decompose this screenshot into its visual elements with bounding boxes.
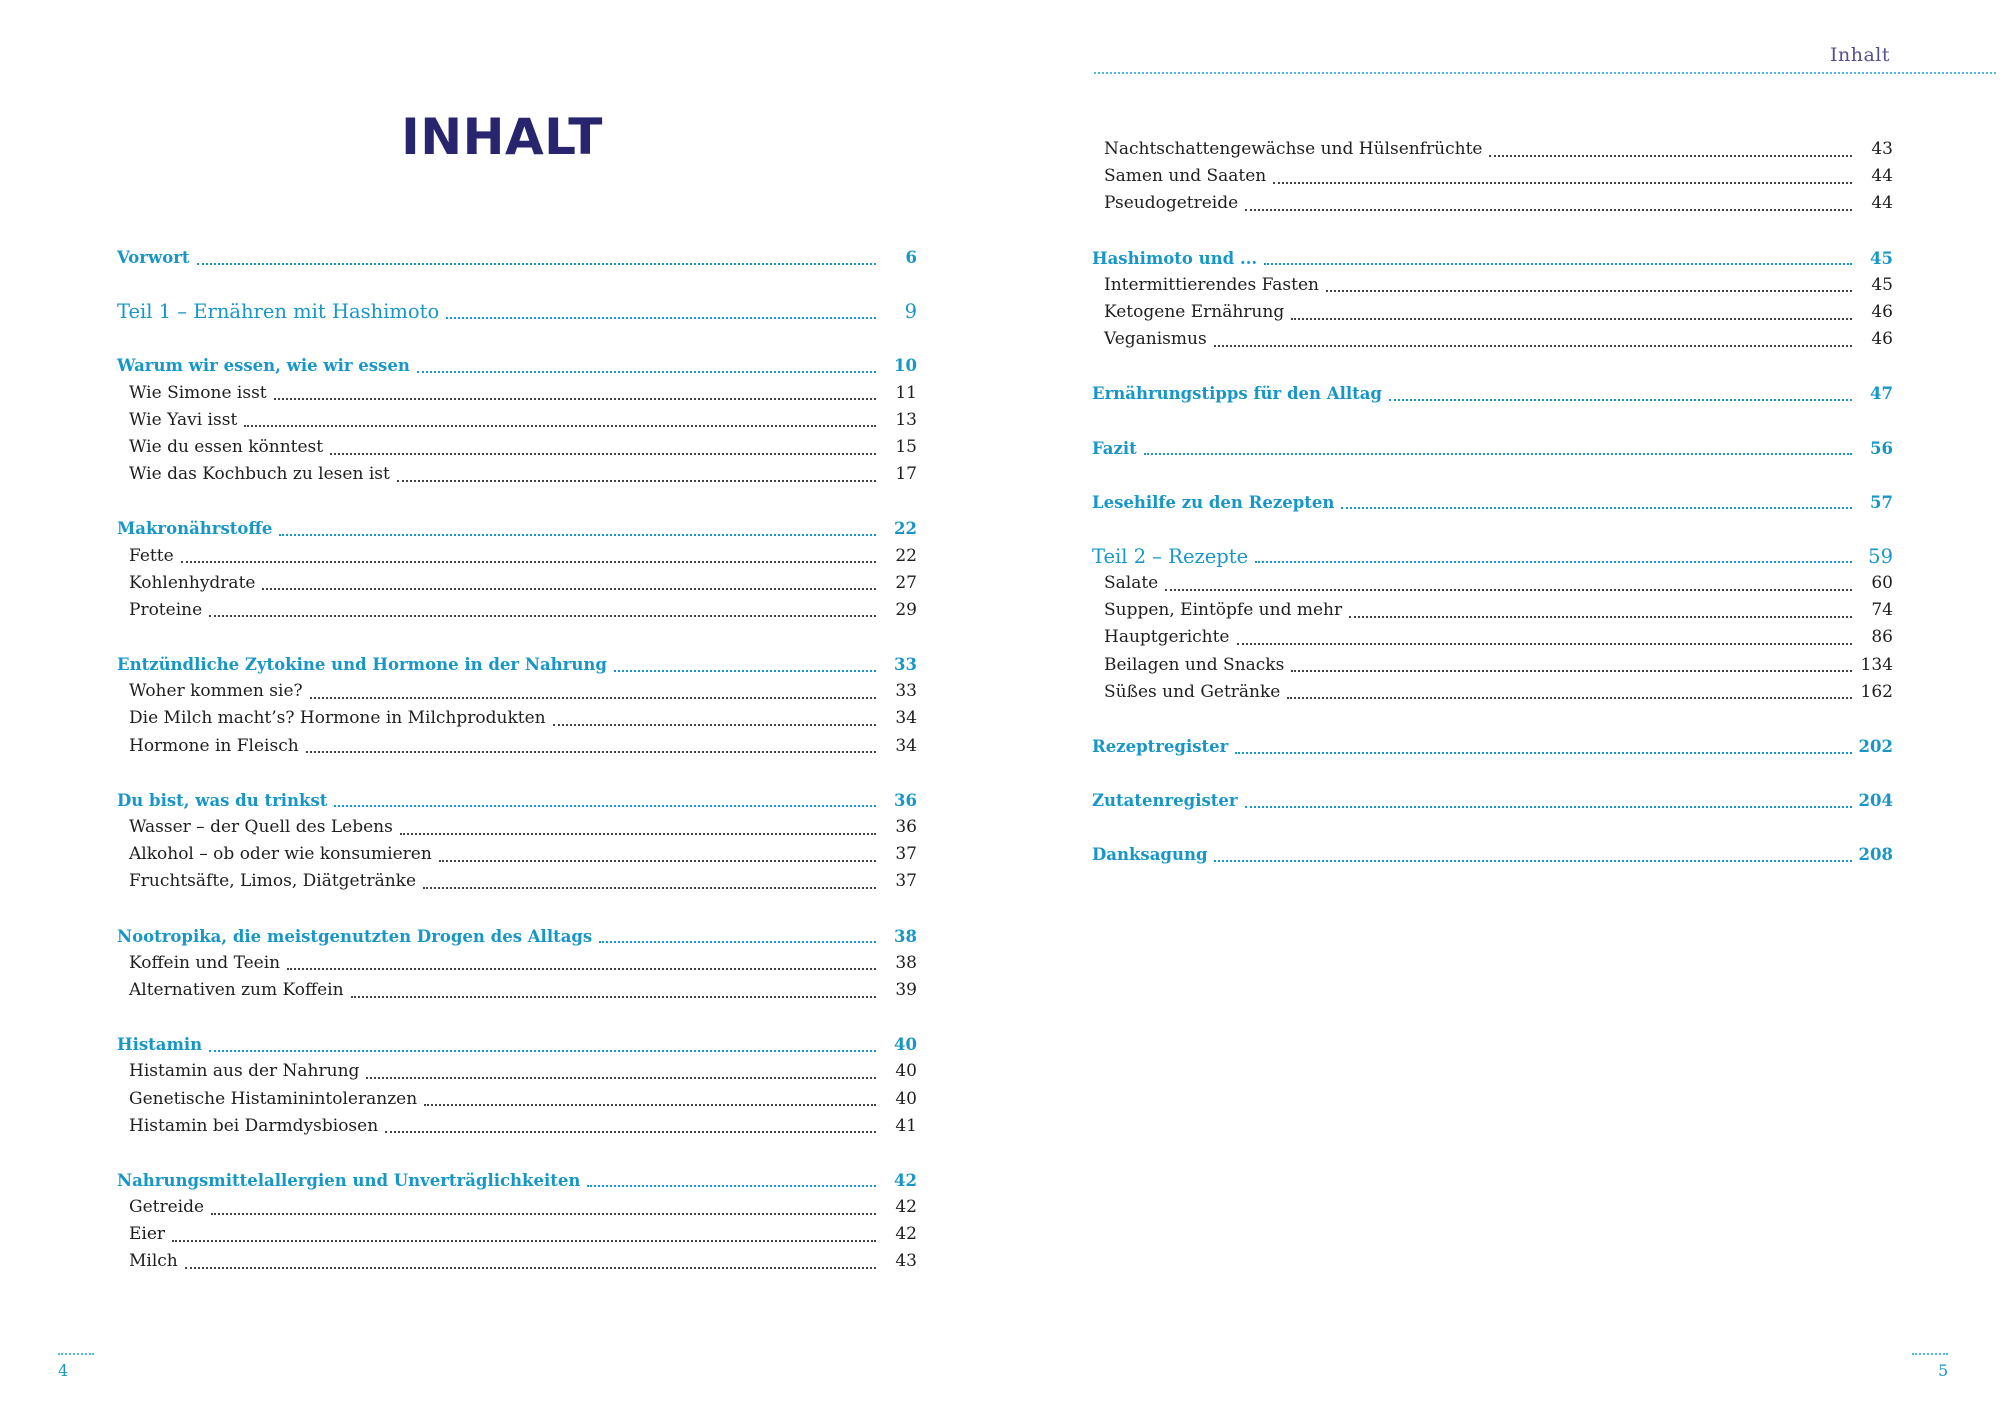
toc-entry-label: Koffein und Teein xyxy=(129,952,281,973)
toc-entry-label: Hauptgerichte xyxy=(1104,627,1230,648)
right-page xyxy=(1004,0,2008,1417)
toc-entry-page-number: 37 xyxy=(895,844,917,865)
toc-entry-page-number: 27 xyxy=(895,572,917,593)
dot-leader xyxy=(209,1050,876,1052)
toc-entry-label: Genetische Histaminintoleranzen xyxy=(129,1088,418,1109)
toc-entry-page-number: 22 xyxy=(894,519,917,539)
toc-group xyxy=(117,1167,917,1276)
toc-entry-sub[interactable] xyxy=(1092,299,1893,326)
toc-entry-page-number: 44 xyxy=(1871,193,1893,214)
dot-leader xyxy=(366,1077,876,1079)
toc-group xyxy=(1092,136,1893,218)
toc-entry-label: Nahrungsmittelallergien und Unverträglichkeiten xyxy=(117,1170,581,1190)
toc-entry-main[interactable] xyxy=(117,651,917,678)
toc-entry-sub[interactable] xyxy=(1092,597,1893,624)
toc-entry-page-number: 29 xyxy=(895,599,917,620)
toc-group xyxy=(1092,543,1893,706)
toc-entry-sub[interactable] xyxy=(1092,679,1893,706)
toc-entry-label: Suppen, Eintöpfe und mehr xyxy=(1104,600,1343,621)
dot-leader xyxy=(1341,507,1852,509)
toc-entry-page-number: 59 xyxy=(1868,544,1893,568)
toc-entry-sub[interactable] xyxy=(117,380,917,407)
toc-entry-sub[interactable] xyxy=(117,543,917,570)
dot-leader xyxy=(1291,318,1852,320)
toc-entry-label: Milch xyxy=(129,1251,178,1272)
toc-entry-label: Alkohol – ob oder wie konsumieren xyxy=(129,844,432,865)
toc-entry-page-number: 36 xyxy=(895,817,917,837)
toc-entry-label: Zutatenregister xyxy=(1092,791,1238,811)
toc-group xyxy=(1092,841,1893,868)
dot-leader xyxy=(1255,561,1852,563)
toc-entry-page-number: 60 xyxy=(1871,573,1893,594)
toc-group xyxy=(117,1031,917,1140)
toc-entry-main[interactable] xyxy=(117,787,917,814)
dot-leader xyxy=(1489,155,1852,157)
toc-entry-sub[interactable] xyxy=(117,814,917,841)
toc-entry-label: Entzündliche Zytokine und Hormone in der Nahrung xyxy=(117,655,607,675)
toc-entry-page-number: 134 xyxy=(1860,654,1893,675)
dot-leader xyxy=(310,697,876,699)
toc-entry-label: Pseudogetreide xyxy=(1104,193,1239,214)
toc-entry-label: Histamin bei Darmdysbiosen xyxy=(129,1115,379,1136)
toc-entry-page-number: 42 xyxy=(895,1224,917,1245)
table-of-contents-left xyxy=(117,244,917,1303)
toc-entry-page-number: 37 xyxy=(895,871,917,892)
toc-entry-main[interactable] xyxy=(1092,245,1893,272)
toc-entry-main[interactable] xyxy=(1092,733,1893,760)
toc-entry-label: Beilagen und Snacks xyxy=(1104,654,1285,675)
toc-entry-label: Eier xyxy=(129,1224,166,1245)
header-dotted-rule xyxy=(1094,72,1996,74)
toc-entry-main[interactable] xyxy=(117,923,917,950)
toc-entry-sub[interactable] xyxy=(117,597,917,624)
dot-leader xyxy=(417,371,876,373)
dot-leader xyxy=(599,941,876,943)
toc-entry-sub[interactable] xyxy=(117,570,917,597)
running-header: Inhalt xyxy=(1829,44,1890,66)
toc-entry-label: Danksagung xyxy=(1092,845,1208,865)
toc-entry-page-number: 46 xyxy=(1871,329,1893,350)
toc-entry-label: Proteine xyxy=(129,599,203,620)
dot-leader xyxy=(400,833,876,835)
toc-group xyxy=(1092,435,1893,462)
toc-entry-page-number: 38 xyxy=(894,926,917,946)
dot-leader xyxy=(1214,860,1852,862)
dot-leader xyxy=(1273,182,1852,184)
toc-entry-sub[interactable] xyxy=(117,705,917,732)
toc-entry-label: Fazit xyxy=(1092,438,1137,458)
dot-leader xyxy=(385,1131,876,1133)
toc-entry-label: Salate xyxy=(1104,573,1159,594)
toc-entry-page-number: 10 xyxy=(894,356,917,376)
dot-leader xyxy=(1326,290,1852,292)
toc-entry-page-number: 17 xyxy=(895,464,917,485)
toc-entry-part[interactable] xyxy=(1092,543,1893,570)
toc-entry-page-number: 15 xyxy=(895,436,917,457)
toc-entry-label: Hashimoto und ... xyxy=(1092,248,1258,268)
toc-entry-sub[interactable] xyxy=(1092,326,1893,353)
dot-leader xyxy=(1287,697,1852,699)
toc-entry-label: Kohlenhydrate xyxy=(129,572,256,593)
toc-entry-sub[interactable] xyxy=(117,1086,917,1113)
toc-entry-sub[interactable] xyxy=(117,678,917,705)
toc-entry-label: Intermittierendes Fasten xyxy=(1104,274,1319,295)
toc-group xyxy=(1092,787,1893,814)
toc-entry-label: Hormone in Fleisch xyxy=(129,735,299,756)
toc-entry-label: Vorwort xyxy=(117,248,190,267)
toc-entry-label: Alternativen zum Koffein xyxy=(129,979,344,1000)
toc-entry-page-number: 22 xyxy=(895,545,917,566)
toc-entry-label: Wie Simone isst xyxy=(129,382,267,403)
dot-leader xyxy=(1165,589,1852,591)
toc-group xyxy=(1092,733,1893,760)
dot-leader xyxy=(1214,345,1852,347)
toc-entry-label: Süßes und Getränke xyxy=(1104,681,1281,702)
dot-leader xyxy=(330,453,876,455)
toc-group xyxy=(117,244,917,271)
toc-entry-page-number: 208 xyxy=(1858,845,1893,865)
toc-group xyxy=(117,651,917,760)
toc-entry-label: Fruchtsäfte, Limos, Diätgetränke xyxy=(129,871,417,892)
toc-entry-sub[interactable] xyxy=(117,950,917,977)
toc-entry-main[interactable] xyxy=(117,352,917,379)
toc-entry-label: Getreide xyxy=(129,1197,205,1218)
toc-entry-label: Veganismus xyxy=(1104,329,1207,350)
toc-entry-label: Woher kommen sie? xyxy=(129,681,303,702)
toc-entry-label: Ketogene Ernährung xyxy=(1104,301,1285,322)
dot-leader xyxy=(424,1104,876,1106)
toc-entry-main[interactable] xyxy=(117,244,917,271)
toc-entry-sub[interactable] xyxy=(117,1058,917,1085)
toc-entry-page-number: 45 xyxy=(1871,274,1893,295)
toc-entry-main[interactable] xyxy=(117,1031,917,1058)
toc-entry-main[interactable] xyxy=(1092,841,1893,868)
dot-leader xyxy=(211,1213,876,1215)
toc-entry-page-number: 38 xyxy=(895,952,917,973)
toc-entry-page-number: 33 xyxy=(895,681,917,702)
toc-entry-label: Wie du essen könntest xyxy=(129,436,324,457)
toc-group xyxy=(117,515,917,624)
toc-entry-sub[interactable] xyxy=(1092,624,1893,651)
dot-leader xyxy=(306,751,876,753)
toc-entry-page-number: 162 xyxy=(1860,681,1893,702)
dot-leader xyxy=(181,561,876,563)
folio-dots xyxy=(1912,1353,1948,1355)
toc-entry-page-number: 36 xyxy=(894,790,917,810)
toc-entry-sub[interactable] xyxy=(117,434,917,461)
page-title: INHALT xyxy=(401,108,603,166)
toc-entry-page-number: 33 xyxy=(894,655,917,675)
toc-entry-sub[interactable] xyxy=(117,1113,917,1140)
toc-entry-page-number: 40 xyxy=(894,1035,917,1055)
dot-leader xyxy=(1235,752,1852,754)
toc-entry-sub[interactable] xyxy=(1092,570,1893,597)
toc-entry-page-number: 204 xyxy=(1858,791,1893,811)
dot-leader xyxy=(423,887,876,889)
toc-entry-page-number: 34 xyxy=(895,708,917,729)
toc-entry-label: Teil 1 – Ernähren mit Hashimoto xyxy=(117,300,440,324)
toc-entry-page-number: 40 xyxy=(895,1061,917,1082)
toc-entry-label: Teil 2 – Rezepte xyxy=(1092,544,1249,568)
toc-entry-label: Nootropika, die meistgenutzten Drogen des Alltags xyxy=(117,926,593,946)
toc-entry-sub[interactable] xyxy=(117,1194,917,1221)
toc-entry-sub[interactable] xyxy=(117,841,917,868)
toc-entry-label: Ernährungstipps für den Alltag xyxy=(1092,384,1382,404)
toc-entry-sub[interactable] xyxy=(117,407,917,434)
toc-entry-sub[interactable] xyxy=(117,733,917,760)
dot-leader xyxy=(1349,616,1852,618)
dot-leader xyxy=(439,860,876,862)
toc-entry-label: Samen und Saaten xyxy=(1104,166,1267,187)
dot-leader xyxy=(185,1267,876,1269)
toc-entry-label: Die Milch macht’s? Hormone in Milchprodukten xyxy=(129,708,546,729)
toc-entry-page-number: 56 xyxy=(1870,438,1893,458)
toc-entry-main[interactable] xyxy=(1092,380,1893,407)
toc-entry-page-number: 86 xyxy=(1871,627,1893,648)
dot-leader xyxy=(1291,670,1852,672)
dot-leader xyxy=(351,996,876,998)
dot-leader xyxy=(446,317,876,319)
toc-entry-label: Fette xyxy=(129,545,174,566)
toc-group xyxy=(1092,245,1893,354)
toc-entry-sub[interactable] xyxy=(1092,272,1893,299)
dot-leader xyxy=(209,615,876,617)
dot-leader xyxy=(274,398,876,400)
toc-entry-main[interactable] xyxy=(117,515,917,542)
dot-leader xyxy=(1245,209,1852,211)
toc-group xyxy=(1092,380,1893,407)
dot-leader xyxy=(262,588,876,590)
dot-leader xyxy=(244,425,876,427)
dot-leader xyxy=(287,968,876,970)
toc-entry-sub[interactable] xyxy=(117,868,917,895)
toc-entry-page-number: 40 xyxy=(895,1088,917,1109)
toc-group xyxy=(117,298,917,325)
toc-entry-sub[interactable] xyxy=(1092,190,1893,217)
table-of-contents-right xyxy=(1092,136,1893,896)
dot-leader xyxy=(279,534,876,536)
toc-entry-label: Wie das Kochbuch zu lesen ist xyxy=(129,464,390,485)
page-number-right: 5 xyxy=(1938,1361,1949,1380)
toc-entry-page-number: 43 xyxy=(895,1251,917,1272)
dot-leader xyxy=(334,805,876,807)
dot-leader xyxy=(1237,643,1853,645)
toc-entry-label: Du bist, was du trinkst xyxy=(117,790,328,810)
toc-entry-label: Histamin xyxy=(117,1035,203,1055)
toc-entry-main[interactable] xyxy=(1092,435,1893,462)
dot-leader xyxy=(587,1185,876,1187)
page-number-left: 4 xyxy=(58,1361,69,1380)
toc-entry-page-number: 42 xyxy=(895,1197,917,1218)
toc-entry-page-number: 41 xyxy=(895,1115,917,1136)
toc-entry-sub[interactable] xyxy=(1092,136,1893,163)
toc-entry-page-number: 44 xyxy=(1871,166,1893,187)
folio-dots xyxy=(58,1353,94,1355)
toc-entry-page-number: 43 xyxy=(1871,139,1893,159)
toc-group xyxy=(117,787,917,896)
dot-leader xyxy=(1245,806,1852,808)
toc-entry-label: Wasser – der Quell des Lebens xyxy=(129,817,393,837)
dot-leader xyxy=(172,1240,876,1242)
toc-entry-label: Warum wir essen, wie wir essen xyxy=(117,356,410,376)
toc-entry-page-number: 6 xyxy=(905,248,917,267)
toc-entry-page-number: 13 xyxy=(895,409,917,430)
toc-entry-main[interactable] xyxy=(1092,489,1893,516)
dot-leader xyxy=(1144,453,1852,455)
dot-leader xyxy=(553,724,876,726)
dot-leader xyxy=(1389,399,1852,401)
toc-group xyxy=(1092,489,1893,516)
toc-entry-label: Lesehilfe zu den Rezepten xyxy=(1092,492,1335,512)
dot-leader xyxy=(1264,263,1852,265)
toc-entry-sub[interactable] xyxy=(117,1248,917,1275)
dot-leader xyxy=(197,263,876,265)
toc-group xyxy=(117,923,917,1005)
toc-entry-label: Nachtschattengewächse und Hülsenfrüchte xyxy=(1104,139,1483,159)
toc-entry-sub[interactable] xyxy=(117,1221,917,1248)
toc-entry-part[interactable] xyxy=(117,298,917,325)
toc-entry-page-number: 46 xyxy=(1871,301,1893,322)
toc-entry-label: Makronährstoffe xyxy=(117,519,273,539)
toc-entry-page-number: 9 xyxy=(904,300,917,324)
toc-entry-sub[interactable] xyxy=(117,977,917,1004)
toc-entry-page-number: 57 xyxy=(1870,492,1893,512)
toc-entry-page-number: 11 xyxy=(895,382,917,403)
toc-entry-page-number: 45 xyxy=(1870,248,1893,268)
toc-entry-label: Histamin aus der Nahrung xyxy=(129,1061,360,1082)
toc-entry-sub[interactable] xyxy=(1092,652,1893,679)
toc-entry-page-number: 34 xyxy=(895,735,917,756)
toc-entry-main[interactable] xyxy=(117,1167,917,1194)
toc-entry-main[interactable] xyxy=(1092,787,1893,814)
toc-entry-page-number: 42 xyxy=(894,1170,917,1190)
toc-entry-sub[interactable] xyxy=(117,461,917,488)
toc-entry-label: Wie Yavi isst xyxy=(129,409,238,430)
toc-entry-page-number: 39 xyxy=(895,979,917,1000)
dot-leader xyxy=(397,480,876,482)
toc-entry-page-number: 47 xyxy=(1870,384,1893,404)
toc-entry-page-number: 202 xyxy=(1858,737,1893,756)
toc-entry-page-number: 74 xyxy=(1871,600,1893,621)
toc-group xyxy=(117,352,917,488)
dot-leader xyxy=(614,670,876,672)
toc-entry-label: Rezeptregister xyxy=(1092,737,1229,756)
toc-entry-sub[interactable] xyxy=(1092,163,1893,190)
